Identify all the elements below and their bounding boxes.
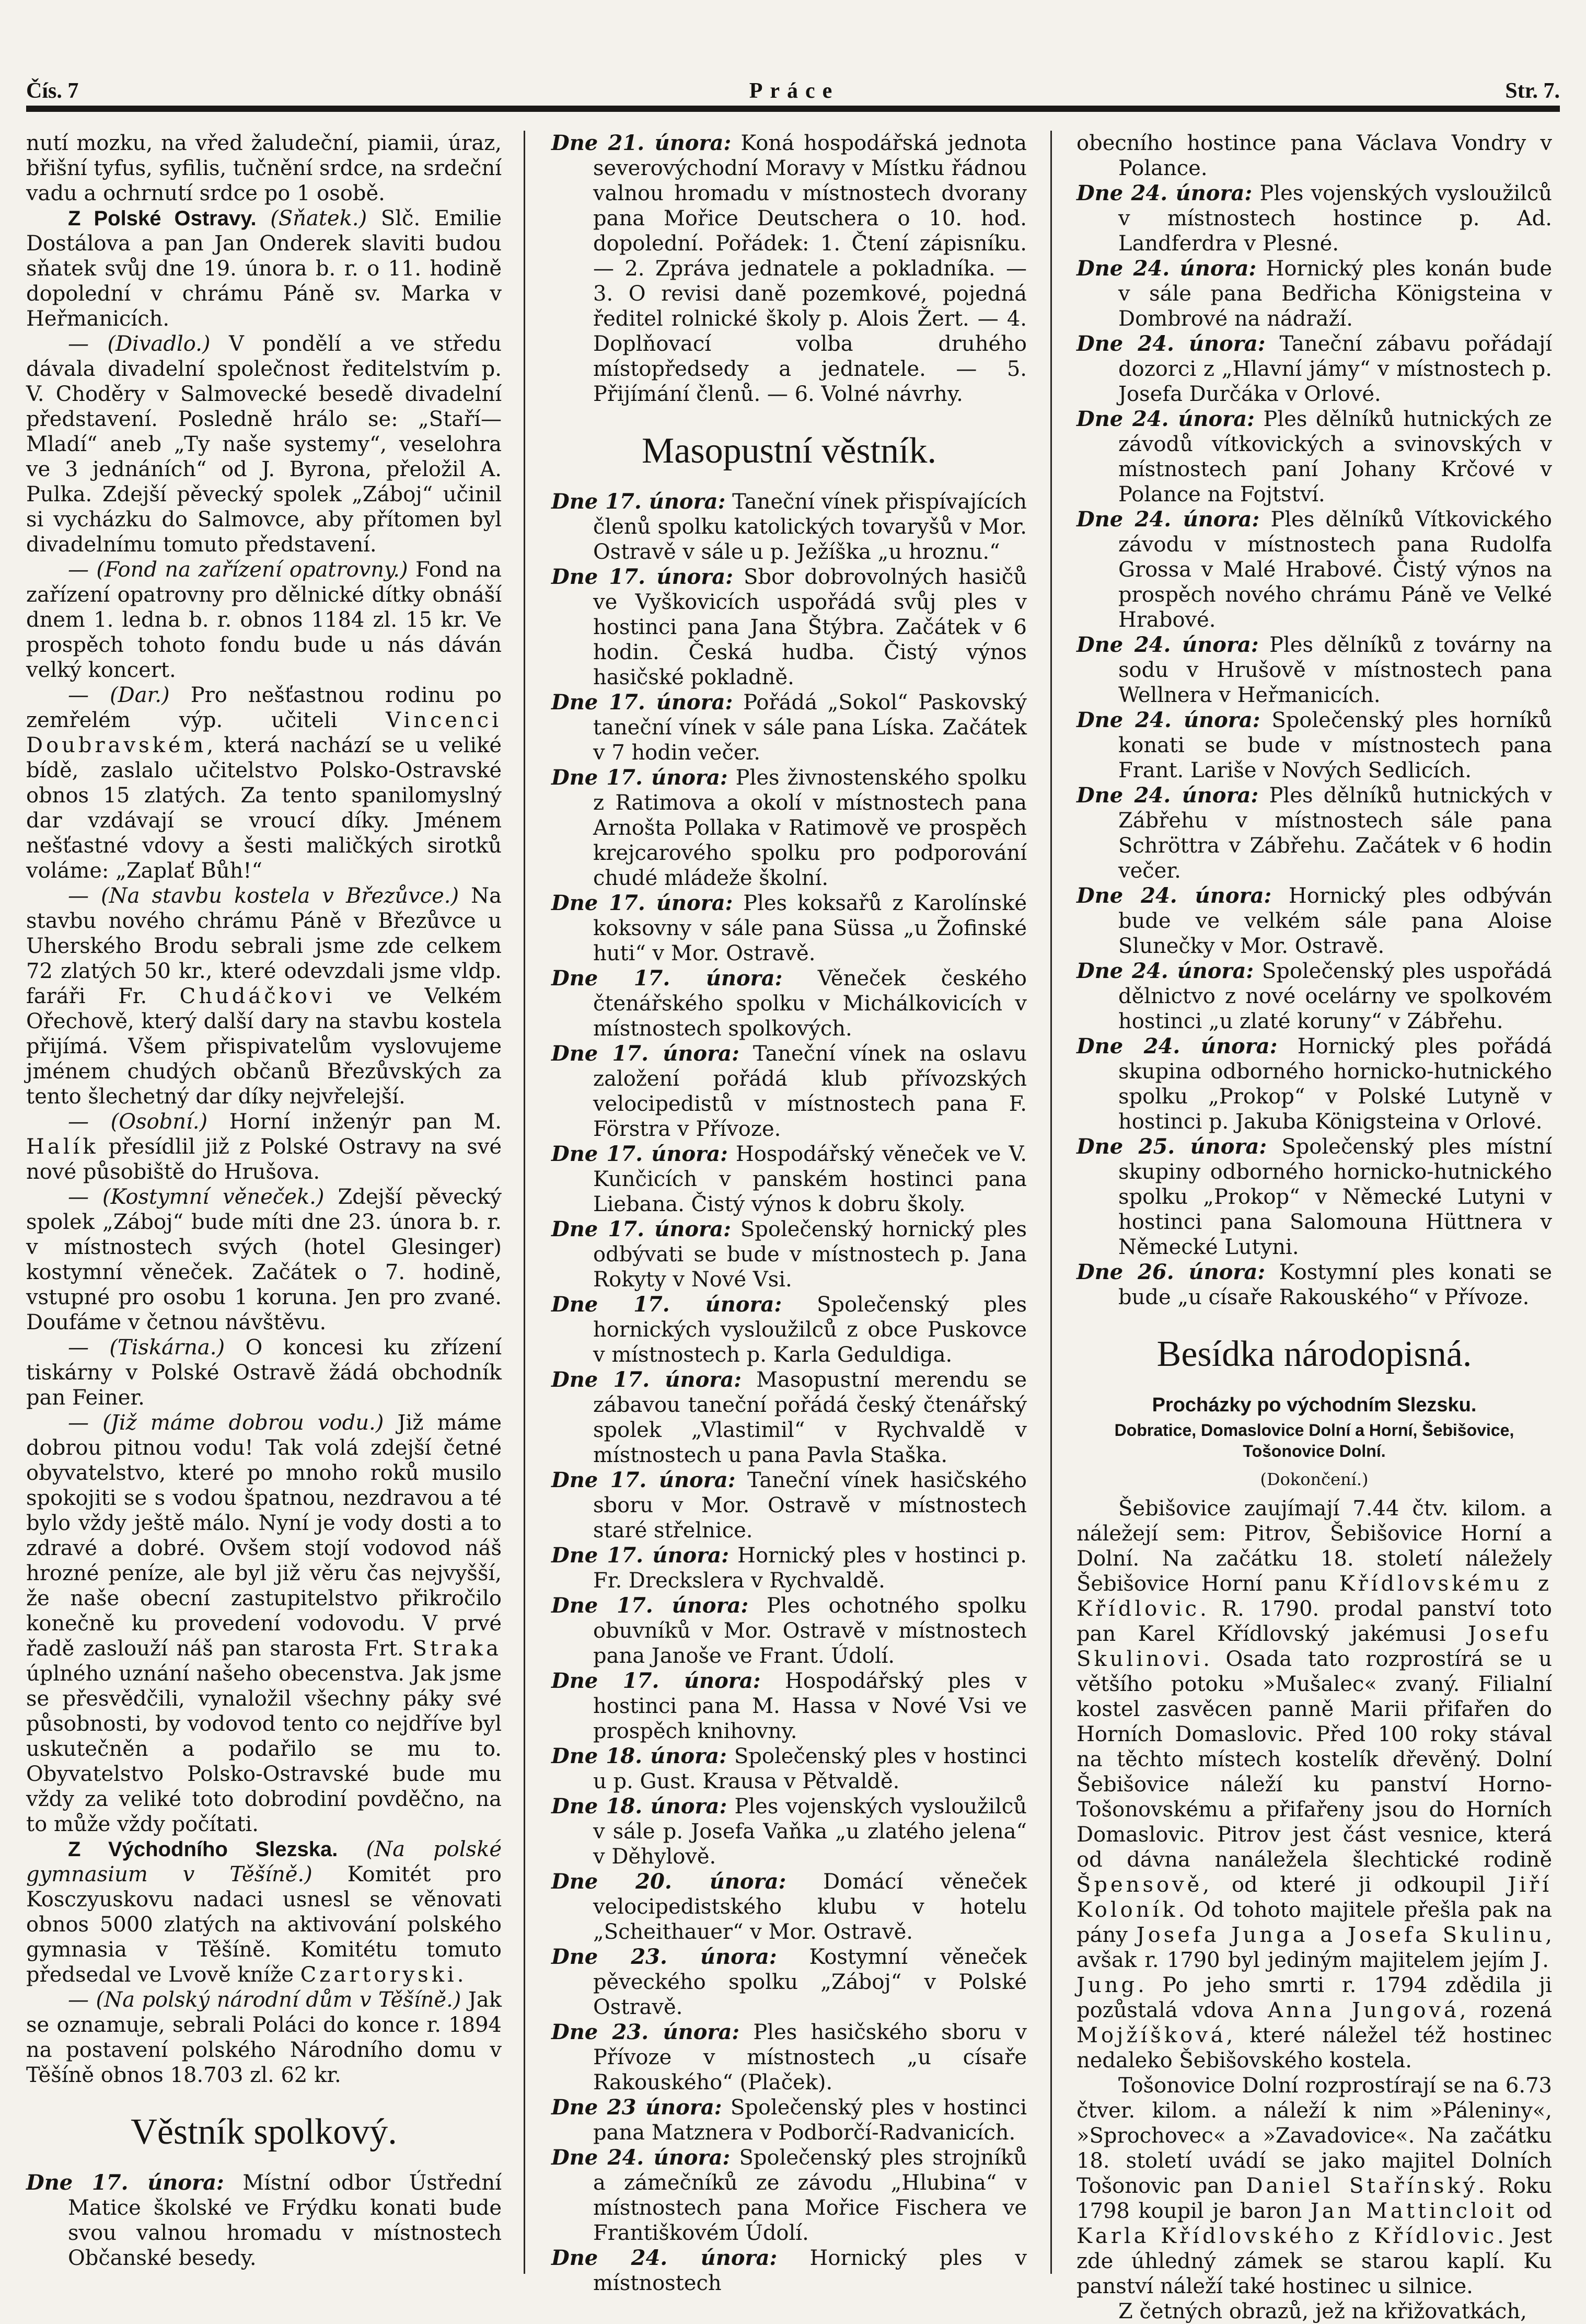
event-text: Společenský ples uspořádá dělnictvo z nové ocelárny ve spolkovém hostinci „u zlaté koruny“ v Zábřehu. <box>1118 959 1553 1033</box>
event-entry <box>551 2020 1027 2095</box>
event-date: Dne 17. února: <box>551 1142 728 1166</box>
column-middle <box>551 131 1027 2295</box>
event-entry <box>551 1945 1027 2020</box>
event-entry <box>1076 256 1552 331</box>
header-rule <box>26 106 1560 112</box>
news-text: úplného uznání našeho obecenstva. Jak jsme se přesvědčili, vynaložil všechny páky své působnosti, by vodovod tento co nejdříve byl uskutečněn a podařilo se mu to. Obyvatelstvo Polsko-Ostravské bude mu vždy za veliké toto dobrodiní povděčno, na to může vždy počítati. <box>26 1662 502 1836</box>
event-text: Ples dělníků Vítkovického závodu v místnostech pana Rudolfa Grossa v Malé Hrabové. Čistý výnos na prospěch nového chrámu Páně ve Velké Hrabové. <box>1118 508 1552 632</box>
article-paragraph <box>26 1837 502 1987</box>
event-date: Dne 24. února: <box>1076 407 1255 431</box>
news-text: , od které ji odkoupil <box>1202 1873 1508 1897</box>
event-entry <box>1076 1260 1552 1310</box>
location-heading: Z Polské Ostravy. <box>68 207 257 230</box>
event-text: Ples dělníků hutnických ze závodů vítkovických a svinovských v místnostech paní Johany Krčové v Polance na Fojtství. <box>1118 407 1553 507</box>
event-text: Ples živnostenského spolku z Ratimova a okolí v místnostech pana Arnošta Pollaka v Ratimově ve prospěch krejcarového spolku pro podporování chudé mládeže školní. <box>593 766 1027 890</box>
event-entry <box>1076 331 1552 407</box>
event-date: Dne 23. února: <box>551 1945 777 1969</box>
event-text: Hornický ples odbýván bude ve velkém sále pana Aloise Slunečky v Mor. Ostravě. <box>1118 884 1552 958</box>
person-name: Straka <box>412 1637 502 1661</box>
event-entry <box>551 1468 1027 1543</box>
person-name: Mojžíšková <box>1076 2023 1226 2047</box>
event-text: Taneční zábavu pořádají dozorci z „Hlavní jámy“ v místnostech p. Josefa Durčáka v Orlové. <box>1118 332 1553 406</box>
event-date: Dne 20. února: <box>551 1869 786 1894</box>
event-date: Dne 23. února: <box>551 2020 740 2044</box>
event-entry <box>551 2145 1027 2246</box>
event-date: Dne 24. února: <box>1076 632 1259 657</box>
event-entry <box>551 891 1027 966</box>
news-text: Již máme dobrou pitnou vodu! Tak volá zdejší četné obyvatelstvo, které po mnoho roků musilo spokojiti se s vodou špatnou, nezdravou a té bylo vždy ještě málo. Nyní je vody dosti a to zdravé a dobré. Ovšem stojí vodovod náš hrozné peníze, ale byl již věru čas nejvyšší, že naše obecní zastupitelstvo přikročilo konečně ku provedení vodovodu. V prvé řadě zaslouží náš pan starosta Frt. <box>26 1411 502 1661</box>
section-heading-besidka: Besídka národopisná. <box>1156 1334 1472 1374</box>
news-tag: (Na polské gymnasium v Těšíně.) <box>26 1837 502 1886</box>
event-entry <box>26 2170 502 2271</box>
event-text: Ples hasičského sboru v Přívoze v místnostech „u císaře Rakouského“ (Plaček). <box>593 2020 1027 2095</box>
event-entry <box>551 966 1027 1041</box>
event-entry <box>551 1142 1027 1217</box>
event-date: Dne 25. února: <box>1076 1134 1267 1159</box>
news-tag: — (Kostymní věneček.) <box>68 1185 325 1209</box>
news-text: Slč. Emilie Dostálova a pan Jan Onderek slaviti budou sňatek svůj dne 19. února b. r. o 11. hodině dopolední v chrámu Páně sv. Marka v Heřmanicích. <box>26 206 502 331</box>
person-name: Křídlovskému z Křídlovic <box>1076 1572 1552 1621</box>
column-left <box>26 131 502 2279</box>
event-entry <box>1076 507 1552 632</box>
issue-number: Čís. 7 <box>26 79 79 103</box>
news-text: . Roku 1798 koupil je baron <box>1076 2174 1552 2223</box>
event-entry <box>551 690 1027 765</box>
event-text: Kostymní věneček pěveckého spolku „Záboj“ v Polské Ostravě. <box>593 1945 1027 2019</box>
news-text: . Od tohoto majitele přešla pak na pány <box>1076 1898 1552 1947</box>
article-paragraph <box>26 883 502 1109</box>
column-divider <box>524 131 525 2274</box>
event-entry <box>551 1041 1027 1142</box>
event-entry <box>551 1794 1027 1869</box>
news-tag: — (Již máme dobrou vodu.) <box>68 1411 384 1435</box>
event-date: Dne 24. února: <box>1076 507 1260 532</box>
event-entry <box>551 1869 1027 1945</box>
event-text: Společenský hornický ples odbývati se bude v místnostech p. Jana Rokyty v Nové Vsi. <box>593 1217 1027 1292</box>
event-date: Dne 17. února: <box>551 1041 739 1066</box>
event-entry <box>551 1217 1027 1292</box>
event-text: Společenský ples v hostinci pana Matznera v Podborčí-Radvanicích. <box>593 2096 1027 2145</box>
event-text: Společenský ples v hostinci u p. Gust. Krausa v Pětvaldě. <box>593 1744 1027 1793</box>
event-date: Dne 17. února: <box>551 966 783 991</box>
event-text: Taneční vínek na oslavu založení pořádá klub přívozských velocipedistů v místnostech pana F. Förstra v Přívoze. <box>593 1042 1027 1141</box>
person-name: Chudáčkovi <box>179 984 335 1008</box>
event-date: Dne 17. února: <box>551 1217 731 1241</box>
event-entry <box>1076 959 1552 1034</box>
article-paragraph: nutí mozku, na vřed žaludeční, piamii, úraz, břišní tyfus, syfilis, tučnění srdce, na srdeční vadu a ochrnutí srdce po 1 osobě. <box>26 131 502 205</box>
news-text: , avšak r. 1790 byl jediným majitelem jejím <box>1076 1923 1553 1972</box>
event-date: Dne 17. února: <box>551 1367 742 1392</box>
event-date: Dne 24. února: <box>551 2145 731 2170</box>
news-text: Na stavbu nového chrámu Páně v Březůvce u Uherského Brodu sebrali jsme zde celkem 72 zlatých 50 kr., které odevzdali jsme vldp. faráři Fr. <box>26 884 502 1008</box>
news-text: Pro nešťastnou rodinu po zemřelém výp. učiteli <box>26 683 502 732</box>
news-tag: — (Fond na zařízení opatrovny.) <box>68 558 408 582</box>
news-tag: — (Dar.) <box>68 683 170 707</box>
news-text: V pondělí a ve středu dávala divadelní společnost ředitelstvím p. V. Choděry v Salmovecké besedě divadelní představení. Posledně hrálo se: „Staří—Mladí“ aneb „Ty naše systemy“, veselohra ve 3 jednáních“ od J. Byrona, přeložil A. Pulka. Zdejší pěvecký spolek „Záboj“ učinil si vycházku do Salmovce, aby přítomen byl divadelnímu tomuto představení. <box>26 332 502 557</box>
column-divider <box>1050 131 1052 2274</box>
news-tag: — (Na polský národní dům v Těšíně.) <box>68 1988 461 2012</box>
event-entry <box>551 1669 1027 1744</box>
page-number: Str. 7. <box>1505 79 1560 103</box>
event-entry <box>1076 181 1552 256</box>
article-paragraph <box>26 683 502 883</box>
event-text: obecního hostince pana Václava Vondry v Polance. <box>1076 131 1552 180</box>
news-text: Horní inženýr pan M. <box>229 1110 502 1134</box>
event-entry <box>1076 883 1552 959</box>
article-paragraph <box>26 1109 502 1184</box>
event-date: Dne 18. února: <box>551 1794 727 1819</box>
news-tag: — (Na stavbu kostela v Březůvce.) <box>68 884 459 908</box>
article-paragraph <box>1076 2073 1552 2299</box>
event-entry <box>551 1593 1027 1669</box>
news-tag: — (Tiskárna.) <box>68 1336 225 1360</box>
article-note: (Dokončení.) <box>1260 1469 1369 1489</box>
news-text: Šebišovice zaujímají 7.44 čtv. kilom. a náležejí sem: Pitrov, Šebišovice Horní a Dolní. Na začátku 18. století náležely Šebišovice Horní panu <box>1076 1497 1552 1596</box>
event-text: Věneček českého čtenářského spolku v Michálkovicích v místnostech spolkových. <box>593 967 1027 1041</box>
event-text: Ples koksařů z Karolínské koksovny v sále pana Süssa „u Žofinské huti“ v Mor. Ostravě. <box>593 891 1027 965</box>
event-entry <box>1076 1034 1552 1134</box>
person-name: Anna Jungová <box>1268 1998 1460 2022</box>
news-text: . Osada tato rozprostírá se u většího potoku »Mušalec« zvaný. Filialní kostel zasvěcen panně Marii přifařen do Horních Domaslovic. Před 100 roky stával na těchto místech kostelík dřevěný. Dolní Šebišovice náleží ku panství Horno-Tošonovskému a přifařeny jsou do Horních Domaslovic. Pitrov jest část vesnice, která od dávna nanáležela šlechtické rodině <box>1076 1647 1552 1872</box>
article-places: Dobratice, Domaslovice Dolní a Horní, Šebišovice, Tošonovice Dolní. <box>1114 1421 1514 1460</box>
event-date: Dne 17. února: <box>26 2170 224 2195</box>
event-entry <box>551 565 1027 690</box>
event-date: Dne 24. února: <box>1076 181 1253 205</box>
event-entry <box>551 1367 1027 1468</box>
event-text: Ples vojenských vysloužilců v místnostech hostince p. Ad. Landferdra v Plesné. <box>1118 181 1553 256</box>
news-tag: (Sňatek.) <box>270 206 367 231</box>
person-name: Halík <box>26 1135 99 1159</box>
event-text: Kostymní ples konati se bude „u císaře Rakouského“ v Přívoze. <box>1118 1260 1553 1309</box>
news-text: ve Velkém Ořechově, který další dary na stavbu kostela přijímá. Všem přispivatelům vyslovujeme jménem chudých občanů Březůvských za tento šlechetný dar díky nejvřelejší. <box>26 984 502 1109</box>
event-date: Dne 17. února: <box>551 1292 782 1317</box>
person-name: J. Jung <box>1076 1948 1552 1997</box>
event-text: Hornický ples v místnostech <box>593 2246 1027 2295</box>
event-text: Společenský ples místní skupiny odborného hornicko-hutnického spolku „Prokop“ v Německé Lutyni v hostinci pana Salomouna Hüttnera v Německé Lutyni. <box>1118 1135 1552 1259</box>
event-date: Dne 18. února: <box>551 1744 727 1768</box>
article-paragraph <box>1076 1496 1552 2073</box>
person-name: Vincenci Doubravském <box>26 708 502 757</box>
event-entry <box>1076 407 1552 507</box>
event-text: Masopustní merendu se zábavou taneční pořádá český čtenářský spolek „Vlastimil“ v Rychvaldě v místnostech u pana Pavla Staška. <box>593 1368 1027 1467</box>
event-entry <box>551 2095 1027 2145</box>
event-date: Dne 24. února: <box>1076 331 1266 356</box>
person-name: Jan Mattincloit <box>1310 2199 1518 2223</box>
event-date: Dne 24. února: <box>1076 1034 1278 1059</box>
event-entry <box>551 131 1027 407</box>
event-text: Hornický ples v hostinci p. Fr. Dreckslera v Rychvaldě. <box>593 1544 1027 1593</box>
news-text: , která nachází se u veliké bídě, zaslalo učitelstvo Polsko-Ostravské obnos 15 zlatých. Za tento spanilomyslný dar vzdávají se vroucí díky. Jménem nešťastné vdovy a šesti maličkých sirotků voláme: „Zaplať Bůh!“ <box>26 733 502 883</box>
article-paragraph <box>26 331 502 557</box>
article-paragraph <box>26 1335 502 1410</box>
event-text: Společenský ples hornických vysloužilců z obce Puskovce v místnostech p. Karla Geduldiga. <box>593 1293 1027 1367</box>
event-text: Taneční vínek přispívajících členů spolku katolických tovaryšů v Mor. Ostravě v sále u p. Ježíška „u hroznu.“ <box>593 490 1027 564</box>
event-list <box>1076 181 1552 1310</box>
event-entry <box>551 1292 1027 1367</box>
news-text: . <box>457 1963 464 1987</box>
event-date: Dne 24. února: <box>1076 783 1259 808</box>
newspaper-title: Práce <box>749 79 840 103</box>
event-text: Hospodářský ples v hostinci pana M. Hassa v Nové Vsi ve prospěch knihovny. <box>593 1669 1027 1743</box>
event-text: Hornický ples pořádá skupina odborného hornicko-hutnického spolku „Prokop“ v Polské Lutyně v hostinci p. Jakuba Königsteina v Orlové. <box>1118 1034 1553 1134</box>
news-tag: — (Divadlo.) <box>68 332 211 356</box>
event-text: Ples vojenských vysloužilců v sále p. Josefa Vaňka „u zlatého jelena“ v Děhylově. <box>593 1794 1027 1869</box>
event-text: Koná hospodářská jednota severovýchodní Moravy v Místku řádnou valnou hromadu v místnostech dvorany pana Mořice Deutschera o 10. hod. dopolední. Pořádek: 1. Čtení zápisníku. — 2. Zpráva jednatele a pokladníka. — 3. O revisi daně pozemkové, pojedná ředitel rolnické školy p. Alois Žert. — 4. Doplňovací volba druhého místopředsedy a jednatele. — 5. Přijímání členů. — 6. Volné návrhy. <box>593 131 1027 406</box>
article-paragraph <box>26 1184 502 1335</box>
news-text: O koncesi ku zřízení tiskárny v Polské Ostravě žádá obchodník pan Feiner. <box>26 1336 502 1410</box>
news-text: , které náležel též hostinec nedaleko Šebišovského kostela. <box>1076 2023 1552 2073</box>
event-text: Sbor dobrovolných hasičů ve Vyškovicích uspořádá svůj ples v hostinci pana Jana Štýbra. Začátek v 6 hodin. Česká hudba. Čistý výnos hasičské pokladně. <box>593 565 1027 689</box>
event-text: Místní odbor Ústřední Matice školské ve Frýdku konati bude svou valnou hromadu v místnostech Občanské besedy. <box>68 2171 502 2270</box>
news-text: od <box>1517 2199 1552 2223</box>
person-name: Jiří Koloník <box>1076 1873 1552 1922</box>
event-entry <box>551 489 1027 565</box>
event-entry <box>551 1744 1027 1794</box>
article-paragraph <box>26 557 502 683</box>
person-name: Karla Křídlovského z Křídlovic <box>1076 2224 1498 2248</box>
event-entry <box>551 2246 1027 2296</box>
news-text: . Jest zde úhledný zámek se starou kaplí. Ku panství náleží také hostinec u silnice. <box>1076 2224 1552 2298</box>
event-date: Dne 24. února: <box>1076 959 1254 983</box>
event-date: Dne 17. února: <box>551 765 728 790</box>
news-text: . Po jeho smrti r. 1794 zdědila ji pozůstalá vdova <box>1076 1973 1552 2022</box>
person-name: Daniel Stařínský <box>1246 2174 1478 2198</box>
event-text: Hornický ples konán bude v sále pana Bedřicha Königsteina v Dombrové na nádraží. <box>1118 257 1552 331</box>
person-name: Czartoryski <box>300 1963 457 1987</box>
event-date: Dne 24. února: <box>1076 708 1260 732</box>
news-text: Jak se oznamuje, sebrali Poláci do konce r. 1894 na postavení polského Národního domu v Těšíně obnos 18.703 zl. 62 kr. <box>26 1988 502 2087</box>
event-text: Taneční vínek hasičského sboru v Mor. Ostravě v místnostech staré střelnice. <box>593 1468 1027 1543</box>
event-date: Dne 23 února: <box>551 2095 722 2120</box>
event-entry <box>551 1543 1027 1593</box>
event-date: Dne 24. února: <box>1076 256 1257 281</box>
event-entry <box>1076 632 1552 708</box>
newspaper-page <box>26 73 1560 2323</box>
event-text: Pořádá „Sokol“ Paskovský taneční vínek v sále pana Líska. Začátek v 7 hodin večer. <box>593 691 1027 765</box>
section-heading-vestnik-spolkovy: Věstník spolkový. <box>131 2112 397 2152</box>
event-entry <box>1076 708 1552 783</box>
event-text: Společenský ples horníků konati se bude v místnostech pana Frant. Lariše v Nových Sedlicích. <box>1118 708 1552 783</box>
news-text: Tošonovice Dolní rozprostírají se na 6.73 čtver. kilom. a náleží k nim »Páleniny«, »Sprochovec« a »Zavadovice«. Na začátku 18. století uvádí se jako majitel Dolních Tošonovic pan <box>1076 2074 1552 2198</box>
person-name: Špensově <box>1076 1873 1203 1897</box>
event-entry-continued <box>1076 131 1552 181</box>
event-entry <box>1076 1134 1552 1260</box>
event-text: Společenský ples strojníků a zámečníků ze závodu „Hlubina“ v místnostech pana Mořice Fischera ve Františkovém Údolí. <box>593 2146 1027 2245</box>
location-heading: Z Východního Slezska. <box>68 1838 338 1861</box>
article-paragraph <box>26 1410 502 1837</box>
event-date: Dne 24. února: <box>551 2246 778 2270</box>
event-date: Dne 24. února: <box>1076 883 1272 908</box>
news-text: Komitét pro Kosczyuskovu nadaci usnesl se věnovati obnos 5000 zlatých na aktivování polského gymnasia v Těšíně. Komitétu tomuto předsedal ve Lvově kníže <box>26 1862 502 1987</box>
event-date: Dne 17. února: <box>551 1593 749 1618</box>
article-paragraph: Z četných obrazů, jež na křižovatkách, <box>1118 2299 1527 2323</box>
event-entry <box>1076 783 1552 883</box>
event-text: Ples dělníků hutnických v Zábřehu v místnostech sále pana Schröttra v Zábřehu. Začátek v 6 hodin večer. <box>1118 784 1552 883</box>
section-heading-masopustni-vestnik: Masopustní věstník. <box>642 431 936 471</box>
person-name: Josefu Skulinovi <box>1076 1622 1552 1671</box>
event-date: Dne 17. února: <box>551 690 733 715</box>
column-right <box>1076 131 1553 2323</box>
event-date: Dne 17. února: <box>551 1468 736 1492</box>
news-text: . R. 1790. prodal panství toto pan Karel Křídlovský jakémusi <box>1076 1597 1552 1646</box>
news-tag: — (Osobní.) <box>68 1110 208 1134</box>
event-text: Domácí věneček velocipedistského klubu v hotelu „Scheithauer“ v Mor. Ostravě. <box>593 1870 1027 1944</box>
event-date: Dne 17. února: <box>551 565 733 589</box>
event-date: Dne 17. února: <box>551 1543 729 1568</box>
event-date: Dne 17. února: <box>551 489 726 514</box>
event-text: Hospodářský věneček ve V. Kunčicích v panském hostinci pana Liebana. Čistý výnos k dobru školy. <box>593 1142 1027 1216</box>
event-list <box>551 489 1027 2296</box>
event-date: Dne 26. února: <box>1076 1260 1266 1284</box>
event-entry <box>551 765 1027 891</box>
news-text: přesídlil již z Polské Ostravy na své nové působiště do Hrušova. <box>26 1135 502 1184</box>
article-paragraph <box>26 206 502 331</box>
person-name: Josefa Junga a Josefa Skulinu <box>1136 1923 1546 1947</box>
event-date: Dne 21. února: <box>551 131 732 155</box>
event-date: Dne 17. února: <box>551 1669 761 1693</box>
article-paragraph <box>26 1987 502 2088</box>
news-text: Fond na zařízení opatrovny pro dělnické dítky obnáší dnem 1. ledna b. r. obnos 1184 zl. 15 kr. Ve prospěch tohoto fondu bude u nás dáván velký koncert. <box>26 558 502 682</box>
news-text: , rozená <box>1459 1998 1552 2022</box>
article-subtitle: Procházky po východním Slezsku. <box>1152 1394 1477 1416</box>
event-date: Dne 17. února: <box>551 891 733 915</box>
news-text: Zdejší pěvecký spolek „Záboj“ bude míti dne 23. února b. r. v místnostech svých (hotel Glesinger) kostymní věneček. Začátek o 7. hodině, vstupné pro osobu 1 koruna. Jen pro zvané. Doufáme v četnou návštěvu. <box>26 1185 502 1334</box>
event-text: Ples dělníků z továrny na sodu v Hrušově v místnostech pana Wellnera v Heřmanicích. <box>1118 633 1553 707</box>
event-text: Ples ochotného spolku obuvníků v Mor. Ostravě v místnostech pana Janoše ve Frant. Údolí. <box>593 1594 1027 1668</box>
